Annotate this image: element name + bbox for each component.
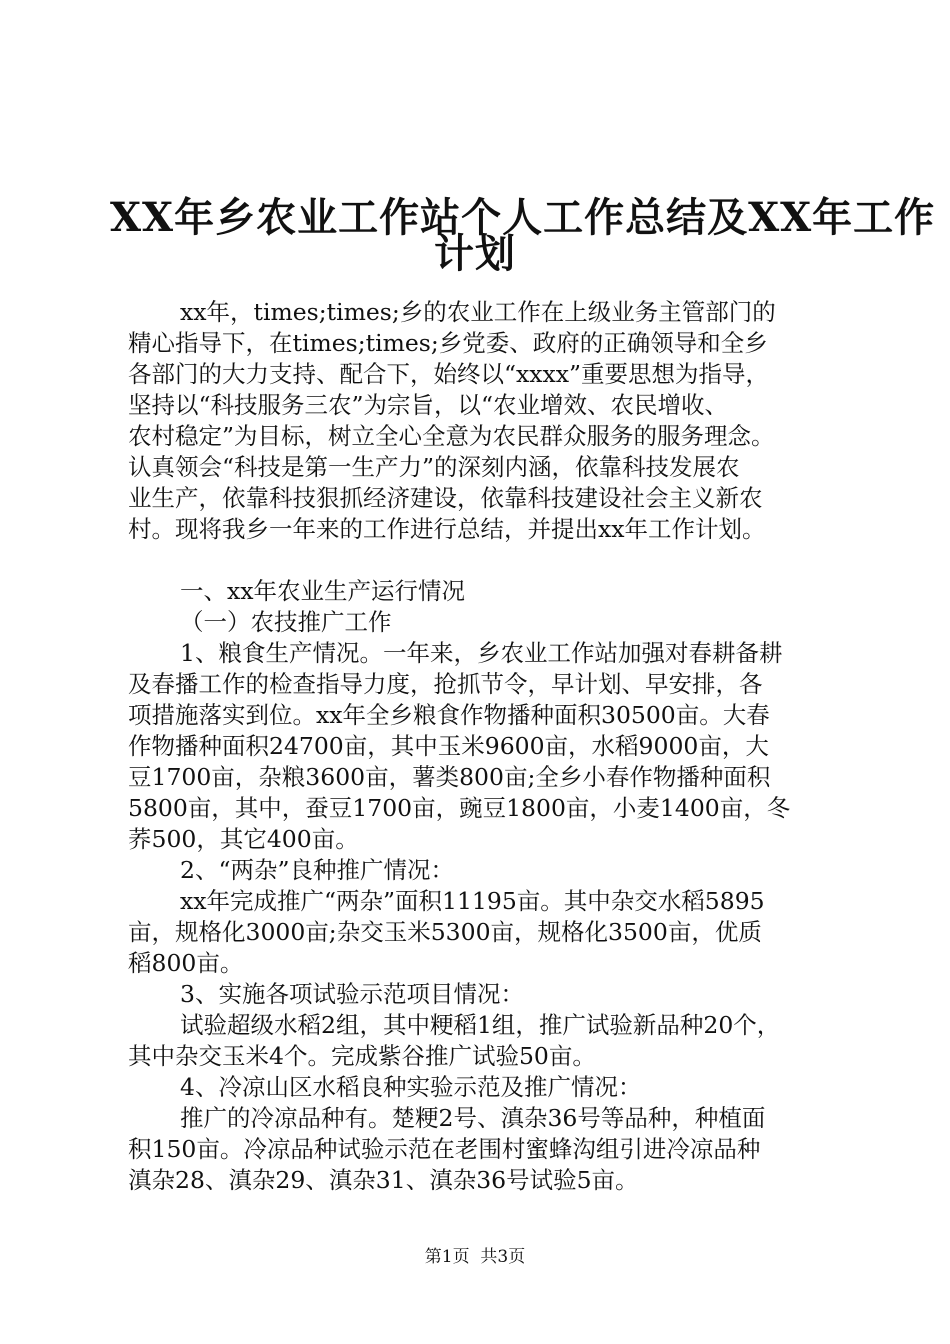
body-line: xx年完成推广“两杂”面积11195亩。其中杂交水稻5895	[180, 887, 765, 915]
body-line: 村。现将我乡一年来的工作进行总结，并提出xx年工作计划。	[128, 515, 766, 543]
body-line: 各部门的大力支持、配合下，始终以“xxxx”重要思想为指导，	[128, 360, 770, 388]
body-line: 认真领会“科技是第一生产力”的深刻内涵，依靠科技发展农	[128, 453, 740, 481]
body-line: 1、粮食生产情况。一年来，乡农业工作站加强对春耕备耕	[180, 639, 783, 667]
document-title-continued: 计划	[434, 230, 516, 277]
body-line: 作物播种面积24700亩，其中玉米9600亩，水稻9000亩，大	[128, 732, 769, 760]
body-line: 农村稳定”为目标，树立全心全意为农民群众服务的服务理念。	[128, 422, 775, 450]
body-line: 荞500，其它400亩。	[128, 825, 359, 853]
body-line: 精心指导下，在times;times;乡党委、政府的正确领导和全乡	[128, 329, 768, 357]
body-line: 业生产，依靠科技狠抓经济建设，依靠科技建设社会主义新农	[128, 484, 763, 512]
body-line: 推广的冷凉品种有。楚粳2号、滇杂36号等品种，种植面	[180, 1104, 766, 1132]
body-line: 滇杂28、滇杂29、滇杂31、滇杂36号试验5亩。	[128, 1166, 639, 1194]
subsection-heading: （一）农技推广工作	[180, 608, 392, 636]
document-title: XX年乡农业工作站个人工作总结及XX年工作	[110, 194, 936, 241]
body-line: 积150亩。冷凉品种试验示范在老围村蜜蜂沟组引进冷凉品种	[128, 1135, 761, 1163]
page-number-footer: 第1页 共3页	[424, 1247, 526, 1267]
body-line: 豆1700亩，杂粮3600亩，薯类800亩;全乡小春作物播种面积	[128, 763, 771, 791]
item-heading: 2、“两杂”良种推广情况：	[180, 856, 454, 884]
body-line: 坚持以“科技服务三农”为宗旨，以“农业增效、农民增收、	[128, 391, 729, 419]
body-line: 及春播工作的检查指导力度，抢抓节令，早计划、早安排，各	[128, 670, 763, 698]
body-line: 5800亩，其中，蚕豆1700亩，豌豆1800亩，小麦1400亩，冬	[128, 794, 791, 822]
section-heading: 一、xx年农业生产运行情况	[180, 577, 466, 605]
body-line: 亩，规格化3000亩;杂交玉米5300亩，规格化3500亩，优质	[128, 918, 762, 946]
body-line: 其中杂交玉米4个。完成紫谷推广试验50亩。	[128, 1042, 596, 1070]
body-line: xx年，times;times;乡的农业工作在上级业务主管部门的	[180, 298, 776, 326]
body-line: 试验超级水稻2组，其中粳稻1组，推广试验新品种20个，	[180, 1011, 781, 1039]
item-heading: 3、实施各项试验示范项目情况：	[180, 980, 524, 1008]
item-heading: 4、冷凉山区水稻良种实验示范及推广情况：	[180, 1073, 642, 1101]
body-line: 项措施落实到位。xx年全乡粮食作物播种面积30500亩。大春	[128, 701, 770, 729]
document-body	[128, 297, 840, 1196]
body-line: 稻800亩。	[128, 949, 244, 977]
